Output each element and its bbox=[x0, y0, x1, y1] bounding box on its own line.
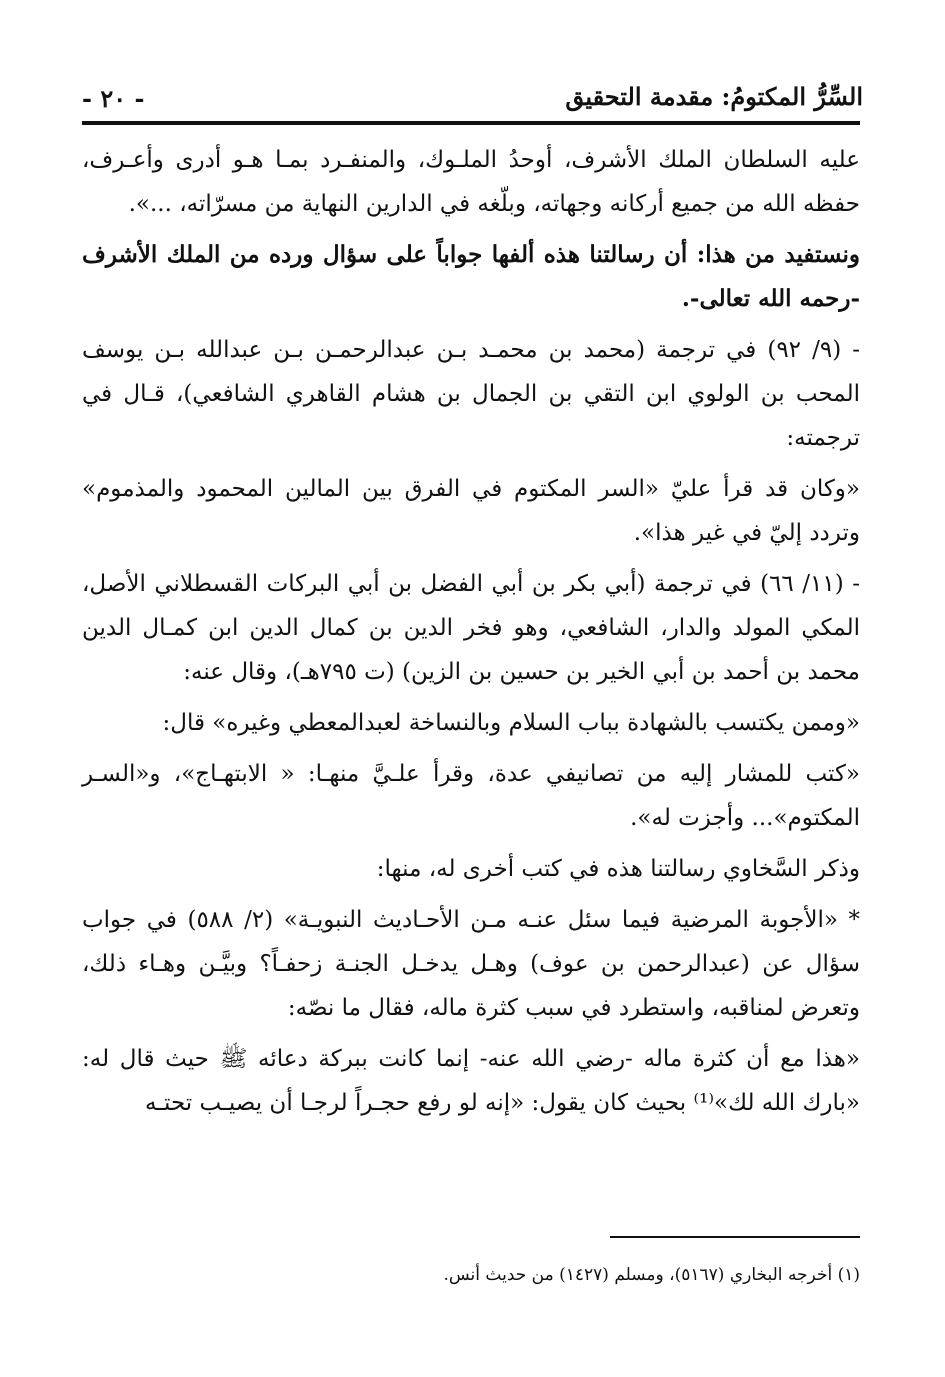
paragraph: «هذا مع أن كثرة ماله -رضي الله عنه- إنما كانت ببركة دعائه ﷺ حيث قال له: «بارك الله لك»⁽¹⁾ بحيث كان يقول: «إنه لو رفع حجـراً لرجـا أن يصيـب تحتـه bbox=[82, 1046, 860, 1116]
page-number: - ٢٠ - bbox=[82, 84, 145, 113]
paragraph: - (١١/ ٦٦) في ترجمة (أبي بكر بن أبي الفضل بن أبي البركات القسطلاني الأصل، المكي المولد والدار، الشافعي، وهو فخر الدين بن كمال الدين ابن كمـال الدين محمد بن أحمد بن أبي الخير بن حسين بن الزين) (ت ٧٩٥هـ)، وقال عنه: bbox=[82, 571, 861, 685]
page-header bbox=[82, 82, 863, 122]
paragraph-bold: ونستفيد من هذا: أن رسالتنا هذه ألفها جواباً على سؤال ورده من الملك الأشرف -رحمه الله تعالى-. bbox=[82, 241, 860, 312]
footnote-rule bbox=[610, 1236, 860, 1238]
paragraph: «كتب للمشار إليه من تصانيفي عدة، وقرأ علـيَّ منهـا: « الابتهـاج»، و«السـر المكتوم»... وأجزت له». bbox=[82, 761, 860, 831]
footnote: (١) أخرجه البخاري (٥١٦٧)، ومسلم (١٤٢٧) من حديث أنس. bbox=[443, 1265, 860, 1285]
header-rule bbox=[82, 121, 860, 125]
paragraph: عليه السلطان الملك الأشرف، أوحدُ الملـوك، والمنفـرد بمـا هـو أدرى وأعـرف، حفظه الله من جميع أركانه وجهاته، وبلّغه في الدارين النهاية من مسرّاته، ...». bbox=[82, 147, 860, 217]
body-text bbox=[82, 138, 860, 1132]
running-title: السِّرُّ المكتومُ: مقدمة التحقيق bbox=[565, 82, 863, 111]
paragraph: وذكر السَّخاوي رسالتنا هذه في كتب أخرى له، منها: bbox=[376, 856, 860, 882]
paragraph: «وكان قد قرأ عليّ «السر المكتوم في الفرق بين المالين المحمود والمذموم» وتردد إليّ في غير هذا». bbox=[82, 476, 860, 546]
paragraph: «وممن يكتسب بالشهادة بباب السلام وبالنساخة لعبدالمعطي وغيره» قال: bbox=[162, 710, 860, 736]
paragraph: - (٩/ ٩٢) في ترجمة (محمد بن محمـد بـن عبدالرحمـن بـن عبدالله بـن يوسف المحب بن الولوي ابن التقي بن الجمال بن هشام القاهري الشافعي)، قـال في ترجمته: bbox=[82, 337, 860, 451]
paragraph: * «الأجوبة المرضية فيما سئل عنـه مـن الأحـاديث النبويـة» (٢/ ٥٨٨) في جواب سؤال عن (عبدالرحمن بن عوف) وهـل يدخـل الجنـة زحفـاً؟ وبيَّـن وهـاء ذلك، وتعرض لمناقبه، واستطرد في سبب كثرة ماله، فقال ما نصّه: bbox=[82, 907, 860, 1021]
